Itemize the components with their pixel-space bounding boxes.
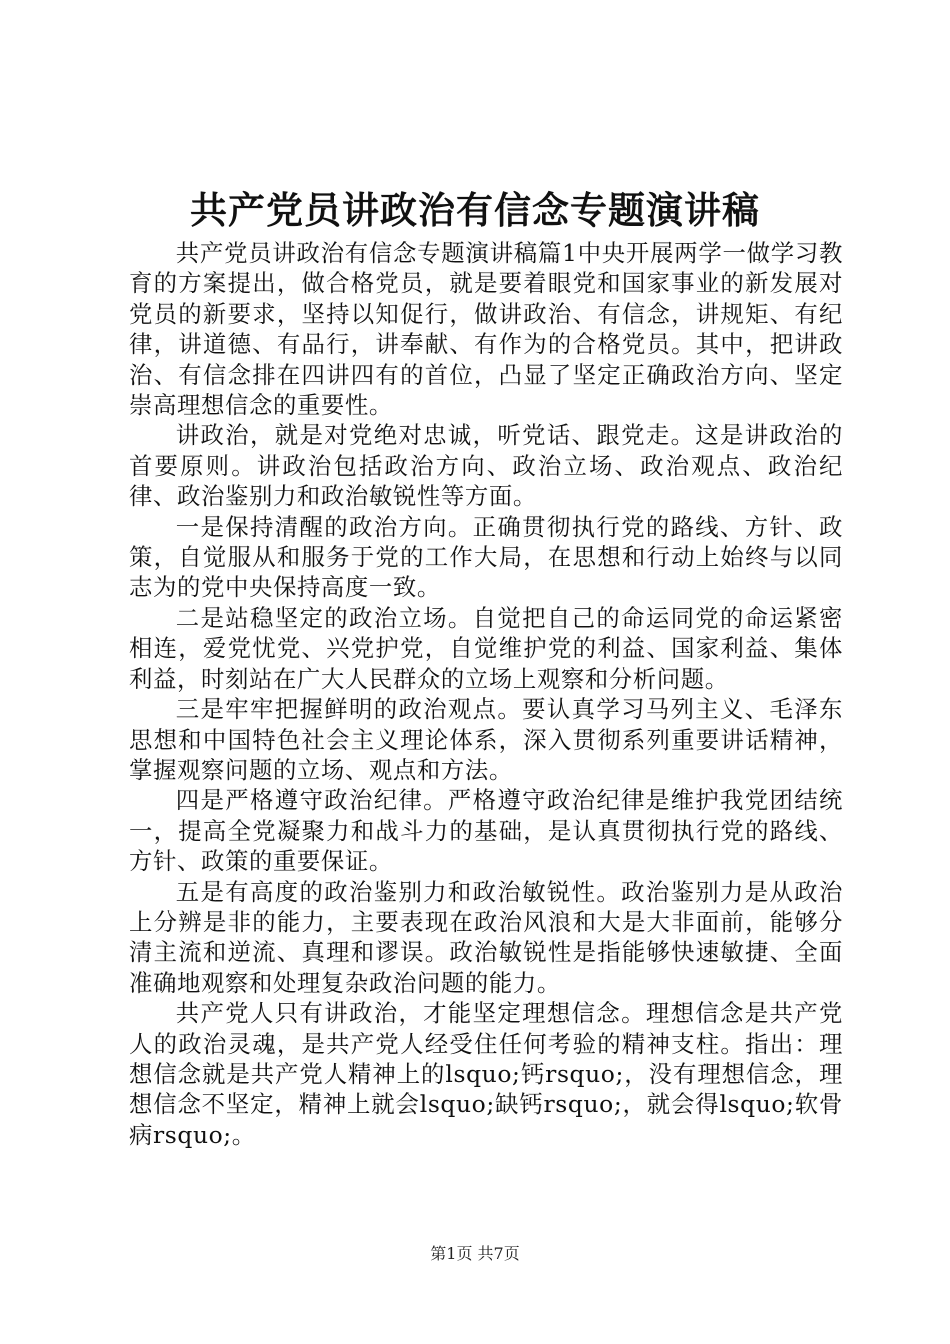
page-footer: 第1页 共7页 (430, 1244, 520, 1263)
document-body (129, 238, 843, 1150)
paragraph: 共产党人只有讲政治，才能坚定理想信念。理想信念是共产党人的政治灵魂，是共产党人经受住任何考验的精神支柱。指出：理想信念就是共产党人精神上的lsquo;钙rsquo;，没有理想信念，理想信念不坚定，精神上就会lsquo;缺钙rsquo;，就会得lsquo;软骨病rsquo;。 (129, 999, 843, 1149)
paragraph: 讲政治，就是对党绝对忠诚，听党话、跟党走。这是讲政治的首要原则。讲政治包括政治方向、政治立场、政治观点、政治纪律、政治鉴别力和政治敏锐性等方面。 (129, 421, 843, 511)
paragraph: 共产党员讲政治有信念专题演讲稿篇1中央开展两学一做学习教育的方案提出，做合格党员，就是要着眼党和国家事业的新发展对党员的新要求，坚持以知促行，做讲政治、有信念，讲规矩、有纪律，讲道德、有品行，讲奉献、有作为的合格党员。其中，把讲政治、有信念排在四讲四有的首位，凸显了坚定正确政治方向、坚定崇高理想信念的重要性。 (129, 239, 843, 420)
paragraph: 五是有高度的政治鉴别力和政治敏锐性。政治鉴别力是从政治上分辨是非的能力，主要表现在政治风浪和大是大非面前，能够分清主流和逆流、真理和谬误。政治敏锐性是指能够快速敏捷、全面准确地观察和处理复杂政治问题的能力。 (129, 877, 843, 997)
document-title: 共产党员讲政治有信念专题演讲稿 (190, 188, 760, 232)
paragraph: 三是牢牢把握鲜明的政治观点。要认真学习马列主义、毛泽东思想和中国特色社会主义理论体系，深入贯彻系列重要讲话精神，掌握观察问题的立场、观点和方法。 (129, 695, 843, 784)
paragraph: 二是站稳坚定的政治立场。自觉把自己的命运同党的命运紧密相连，爱党忧党、兴党护党，自觉维护党的利益、国家利益、集体利益，时刻站在广大人民群众的立场上观察和分析问题。 (129, 603, 843, 693)
paragraph: 四是严格遵守政治纪律。严格遵守政治纪律是维护我党团结统一，提高全党凝聚力和战斗力的基础，是认真贯彻执行党的路线、方针、政策的重要保证。 (129, 786, 843, 876)
paragraph: 一是保持清醒的政治方向。正确贯彻执行党的路线、方针、政策，自觉服从和服务于党的工作大局，在思想和行动上始终与以同志为的党中央保持高度一致。 (129, 512, 843, 602)
